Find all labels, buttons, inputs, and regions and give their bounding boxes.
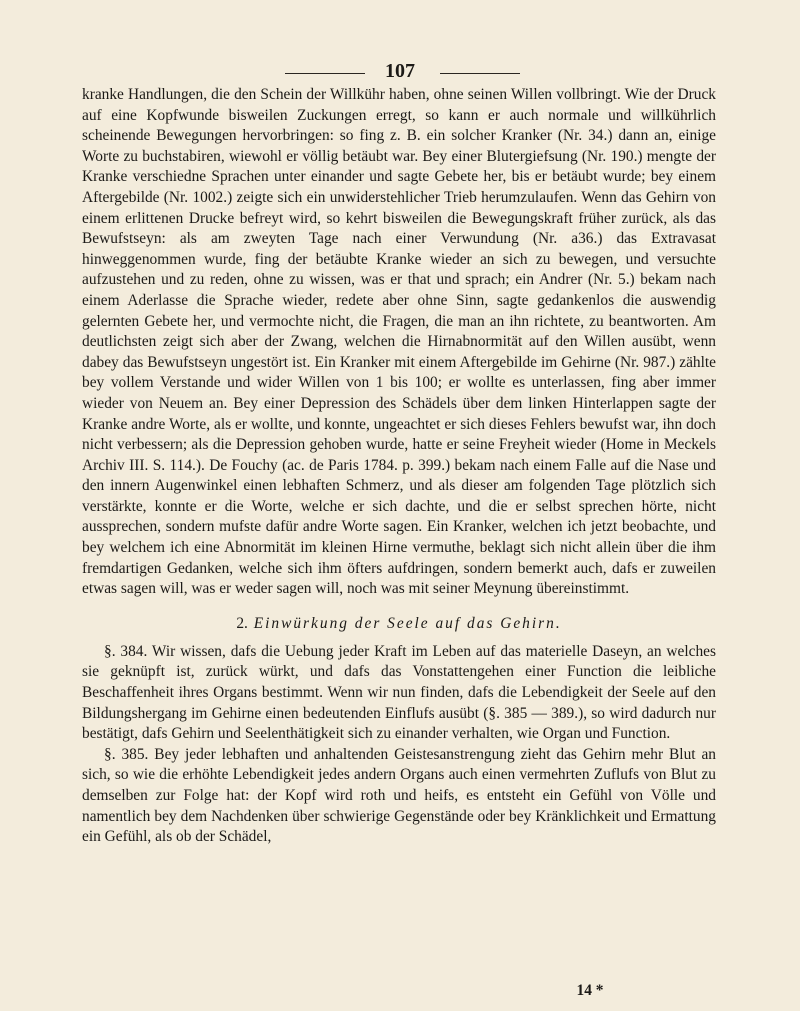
header-rule-left xyxy=(285,73,365,74)
page-body xyxy=(82,85,716,848)
section-title: Einwürkung der Seele auf das Gehirn. xyxy=(253,614,562,632)
section-paragraph-384: §. 384. Wir wissen, dafs die Uebung jeder Kraft im Leben auf das materielle Daseyn, an welches sie geknüpft ist, zurück würkt, und dafs das Vonstattengehen einer Function die leibliche Beschaffenheit ihres Organs bestimmt. Wenn wir nun finden, dafs die Lebendigkeit der Seele auf den Bildungshergang im Gehirne einen bedeutenden Einflufs ausübt (§. 385 — 389.), so wird dadurch nur bestätigt, dafs Gehirn und Seelenthätigkeit sich zu einander verhalten, wie Organ und Function. xyxy=(82,642,716,743)
page-header xyxy=(0,40,800,82)
section-heading xyxy=(82,614,716,634)
section-paragraph-385: §. 385. Bey jeder lebhaften und anhaltenden Geistesanstrengung zieht das Gehirn mehr Blut an sich, so wie die erhöhte Lebendigkeit jedes andern Organs auch einen vermehrten Zuflufs von Blut zu demselben zur Folge hat: der Kopf wird roth und heifs, es entsteht ein Gefühl von Völle und namentlich bey dem Nachdenken über schwierige Gegenstände oder bey Kränklichkeit und Ermattung ein Gefühl, als ob der Schädel, xyxy=(82,745,716,846)
body-paragraph-1: kranke Handlungen, die den Schein der Willkühr haben, ohne seinen Willen vollbringt. Wie der Druck auf eine Kopfwunde bisweilen Zuckungen erregt, so kann er auch normale und willkührlich scheinende Bewegungen hervorbringen: so fing z. B. ein solcher Kranker (Nr. 34.) dann an, einige Worte zu buchstabiren, wiewohl er völlig betäubt war. Bey einer Blutergiefsung (Nr. 190.) mengte der Kranke verschiedne Sprachen unter einander und sagte Gebete her, bis er betäubt wurde; bey einem Aftergebilde (Nr. 1002.) zeigte sich ein unwiderstehlicher Trieb herumzulaufen. Wenn das Gehirn von einem erlittenen Drucke befreyt wird, so kehrt bisweilen die Bewegungskraft früher zurück, als das Bewufstseyn: als am zweyten Tage nach einer Verwundung (Nr. a36.) das Extravasat hinweggenommen wurde, fing der betäubte Kranke wieder an sich zu bewegen, und versuchte aufzustehen und zu reden, ohne zu wissen, was er that und sprach; ein Andrer (Nr. 5.) bekam nach einem Aderlasse die Sprache wieder, redete aber ohne Sinn, sagte gedankenlos die auswendig gelernten Gebete her, und vermochte nicht, die Fragen, die man an ihn richtete, zu beantworten. Am deutlichsten zeigt sich aber der Zwang, welchen die Hirnabnormität auf den Willen ausübt, wenn dabey das Bewufstseyn ungestört ist. Ein Kranker mit einem Aftergebilde im Gehirne (Nr. 987.) zählte bey vollem Verstande und wider Willen von 1 bis 100; er wollte es unterlassen, fing aber immer wieder von Neuem an. Bey einer Depression des Schädels über dem linken Hinterlappen sagte der Kranke andre Worte, als er wollte, und konnte, ungeachtet er sich dieses Fehlers bewufst war, ihn doch nicht verbessern; als die Depression gehoben wurde, hatte er seine Freyheit wieder (Home in Meckels Archiv III. S. 114.). De Fouchy (ac. de Paris 1784. p. 399.) bekam nach einem Falle auf die Nase und den innern Augenwinkel einen lebhaften Schmerz, und als dieser am folgenden Tage plötzlich sich verstärkte, konnte er die Worte, welche er sich dachte, und die er selbst sprechen hörte, nicht aussprechen, sondern mufste dafür andre Worte sagen. Ein Kranker, welchen ich jetzt beobachte, und bey welchem ich eine Abnormität im kleinen Hirne vermuthe, beklagt sich nicht allein über die ihm fremdartigen Gedanken, welche sich ihm öfters aufdringen, sondern bemerkt auch, dafs er zuweilen etwas sagen will, was er weder sagen will, noch was mit seiner Meynung übereinstimmt. xyxy=(82,86,716,598)
section-number: 2. xyxy=(236,614,248,632)
header-rule-right xyxy=(440,73,520,74)
page-number: 107 xyxy=(385,60,415,82)
catchword: 14 * xyxy=(576,982,604,999)
